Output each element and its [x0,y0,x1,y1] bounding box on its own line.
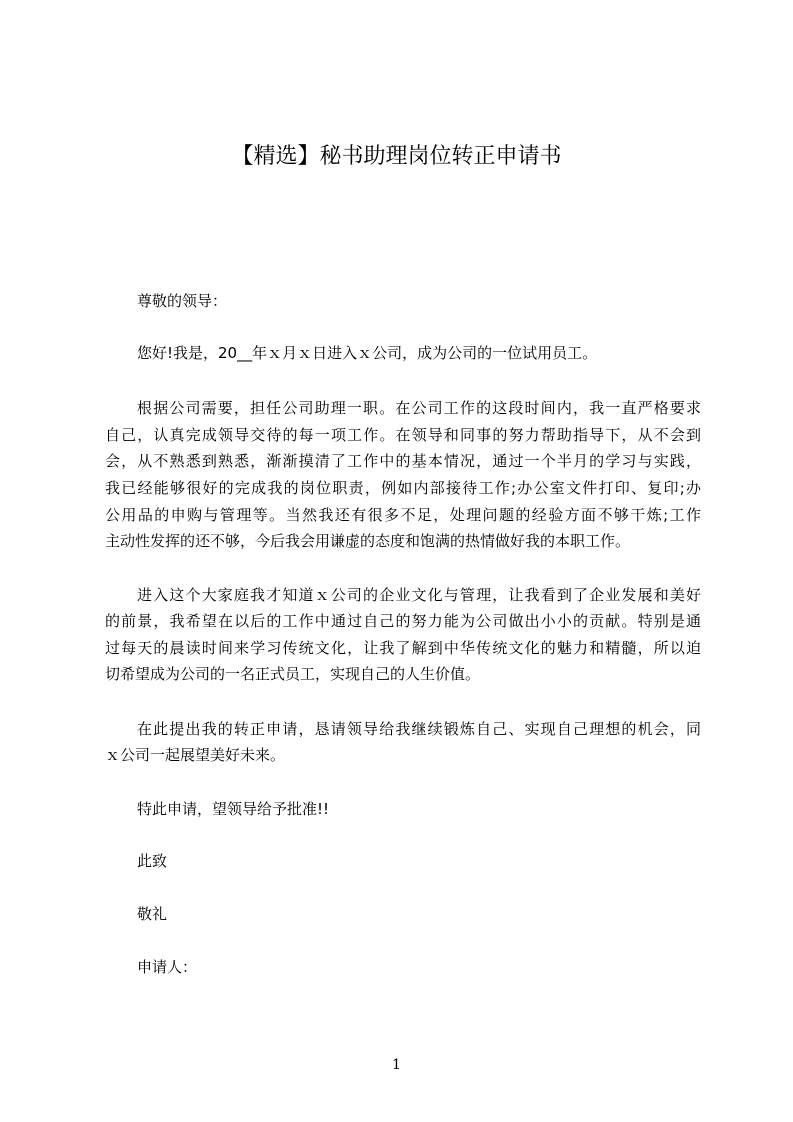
paragraph-line: 在此提出我的转正申请，恳请领导给我继续锻炼自己、实现自己理想的机会，同 [137,720,701,738]
paragraph-line: 根据公司需要，担任公司助理一职。在公司工作的这段时间内，我一直严格要求 [137,399,701,417]
request-line: 特此申请，望领导给予批准!! [137,800,330,818]
greeting-paragraph: 您好!我是，20__年ｘ月ｘ日进入ｘ公司，成为公司的一位试用员工。 [137,344,598,362]
paragraph-line: 过每天的晨读时间来学习传统文化，让我了解到中华传统文化的魅力和精髓，所以迫 [105,639,701,657]
paragraph-line: 会，从不熟悉到熟悉，渐渐摸清了工作中的基本情况，通过一个半月的学习与实践， [105,452,701,470]
closing-line: 敬礼 [137,905,168,923]
page-title: 【精选】秘书助理岗位转正申请书 [231,144,562,169]
page-number: 1 [392,1057,401,1073]
paragraph-line: 公用品的申购与管理等。当然我还有很多不足，处理问题的经验方面不够干炼;工作 [105,506,701,524]
paragraph-line: 自己，认真完成领导交待的每一项工作。在领导和同事的努力帮助指导下，从不会到 [105,426,701,444]
closing-line: 此致 [137,852,168,870]
paragraph-line: 主动性发挥的还不够，今后我会用谦虚的态度和饱满的热情做好我的本职工作。 [105,532,631,550]
paragraph-line: 切希望成为公司的一名正式员工，实现自己的人生价值。 [105,665,481,683]
paragraph-line: 我已经能够很好的完成我的岗位职责，例如内部接待工作;办公室文件打印、复印;办 [105,479,701,497]
paragraph-line: ｘ公司一起展望美好未来。 [105,746,286,764]
applicant-line: 申请人： [137,958,198,976]
paragraph-line: 的前景，我希望在以后的工作中通过自己的努力能为公司做出小小的贡献。特别是通 [105,612,701,630]
paragraph-line: 进入这个大家庭我才知道ｘ公司的企业文化与管理，让我看到了企业发展和美好 [137,586,701,604]
salutation: 尊敬的领导： [137,292,228,310]
